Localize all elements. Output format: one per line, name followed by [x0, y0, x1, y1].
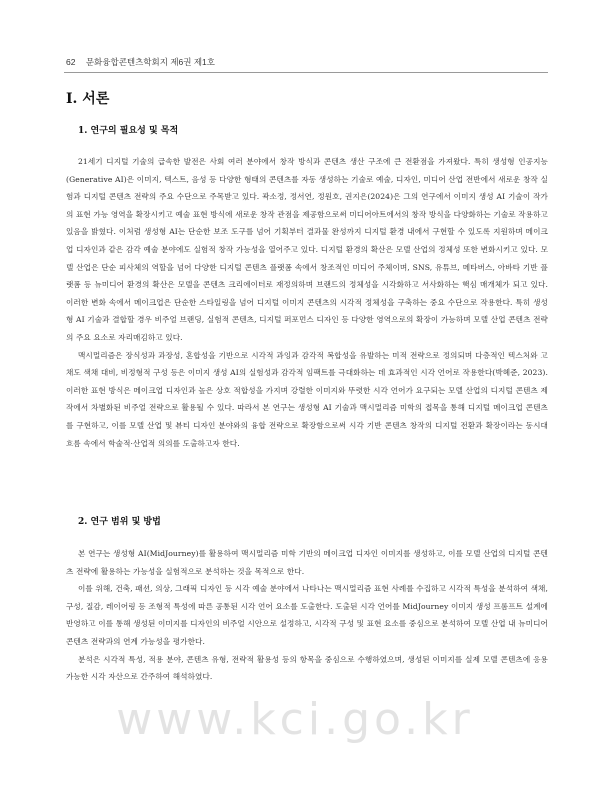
page-number: 62: [66, 57, 76, 67]
running-header: [66, 56, 215, 68]
body-text-necessity: [66, 153, 548, 452]
subsection-title-necessity: 1. 연구의 필요성 및 목적: [78, 126, 179, 136]
paragraph: 이를 위해, 건축, 패션, 의상, 그래픽 디자인 등 시각 예술 분야에서 나타나는 맥시멀리즘 표현 사례를 수집하고 시각적 특성을 분석하여 색채, 구성, 질감, 레이어링 등 조형적 특성에 따른 공통된 시각 언어 요소를 도출한다. 도출된 시각 언어를 MidJourney 이미지 생성 프롬프트 설계에 반영하고 이를 통해 생성된 이미지를 디자인의 비주얼 시안으로 설정하고, 시각적 구성 및 표현 요소를 중심으로 분석하여 모델 산업 내 뉴미디어 콘텐츠 전략과의 연계 가능성을 평가한다.: [66, 584, 548, 646]
paragraph: 맥시멀리즘은 장식성과 과장성, 혼합성을 기반으로 시각적 과잉과 감각적 복합성을 유발하는 미적 전략으로 정의되며 다층적인 텍스처와 고채도 색채 대비, 비정형적 구성 등은 이미지 생성 AI의 실험성과 감각적 임팩트를 극대화하는 데 효과적인 시각 언어로 작용한다(박혜준, 2023). 이러한 표현 방식은 메이크업 디자인과 높은 상호 적합성을 가지며 강렬한 이미지와 뚜렷한 시각 언어가 요구되는 모델 산업의 디지털 콘텐츠 제작에서 차별화된 비주얼 전략으로 활용될 수 있다. 따라서 본 연구는 생성형 AI 기술과 맥시멀리즘 미학의 접목을 통해 디지털 메이크업 콘텐츠를 구현하고, 이를 모델 산업 및 뷰티 디자인 분야와의 융합 전략으로 확장함으로써 시각 기반 콘텐츠 창작의 디지털 전환과 확장이라는 동시대 흐름 속에서 학술적·산업적 의의를 도출하고자 한다.: [66, 350, 548, 448]
paragraph: 분석은 시각적 특성, 적용 분야, 콘텐츠 유형, 전략적 활용성 등의 항목을 중심으로 수행하였으며, 생성된 이미지를 실제 모델 콘텐츠에 응용 가능한 시각 자산으로 간주하여 해석하였다.: [66, 654, 548, 682]
body-text-scope: [66, 545, 548, 686]
journal-title: 문화융합콘텐츠학회지 제6권 제1호: [85, 57, 215, 67]
kci-watermark: www.kci.go.kr: [116, 694, 474, 745]
paragraph: 21세기 디지털 기술의 급속한 발전은 사회 여러 분야에서 창작 방식과 콘텐츠 생산 구조에 큰 전환점을 가져왔다. 특히 생성형 인공지능(Generative AI)은 이미지, 텍스트, 음성 등 다양한 형태의 콘텐츠를 자동 생성하는 기술로 예술, 디자인, 미디어 산업 전반에서 새로운 창작 실험과 디지털 콘텐츠 전략의 주요 수단으로 주목받고 있다. 곽소정, 정서연, 정원호, 권지은(2024)은 그의 연구에서 이미지 생성 AI 기술이 작가의 표현 가능 영역을 확장시키고 예술 표현 방식에 새로운 창작 관점을 제공함으로써 미디어아트에서의 창작 방식을 다양화하는 기술로 작용하고 있음을 밝혔다. 이처럼 생성형 AI는 단순한 보조 도구를 넘어 기획부터 결과물 완성까지 디지털 환경 내에서 구현할 수 있도록 지원하며 메이크업 디자인과 같은 감각 예술 분야에도 실험적 창작 가능성을 열어주고 있다. 디지털 환경의 확산은 모델 산업의 정체성 또한 변화시키고 있다. 모델 산업은 단순 피사체의 역할을 넘어 다양한 디지털 콘텐츠 플랫폼 속에서 창조적인 미디어 주체이며, SNS, 유튜브, 메타버스, 아바타 기반 플랫폼 등 뉴미디어 환경의 확산은 모델을 콘텐츠 크리에이터로 재정의하며 브랜드의 정체성을 시각화하고 서사화하는 핵심 매개체가 되고 있다. 이러한 변화 속에서 메이크업은 단순한 스타일링을 넘어 디지털 이미지 콘텐츠의 시각적 정체성을 구축하는 중요 수단으로 작용한다. 특히 생성형 AI 기술과 결합할 경우 비주얼 브랜딩, 실험적 콘텐츠, 디지털 퍼포먼스 디자인 등 다양한 영역으로의 확장이 가능하며 모델 산업 콘텐츠 전략의 주요 요소로 자리매김하고 있다.: [66, 157, 548, 342]
subsection-title-scope: 2. 연구 범위 및 방법: [78, 517, 161, 527]
paragraph: 본 연구는 생성형 AI(MidJourney)를 활용하여 맥시멀리즘 미학 기반의 메이크업 디자인 이미지를 생성하고, 이를 모델 산업의 디지털 콘텐츠 전략에 활용하는 가능성을 실험적으로 분석하는 것을 목적으로 한다.: [66, 549, 548, 576]
section-title: Ⅰ. 서론: [66, 91, 110, 107]
header-divider: [64, 72, 548, 73]
